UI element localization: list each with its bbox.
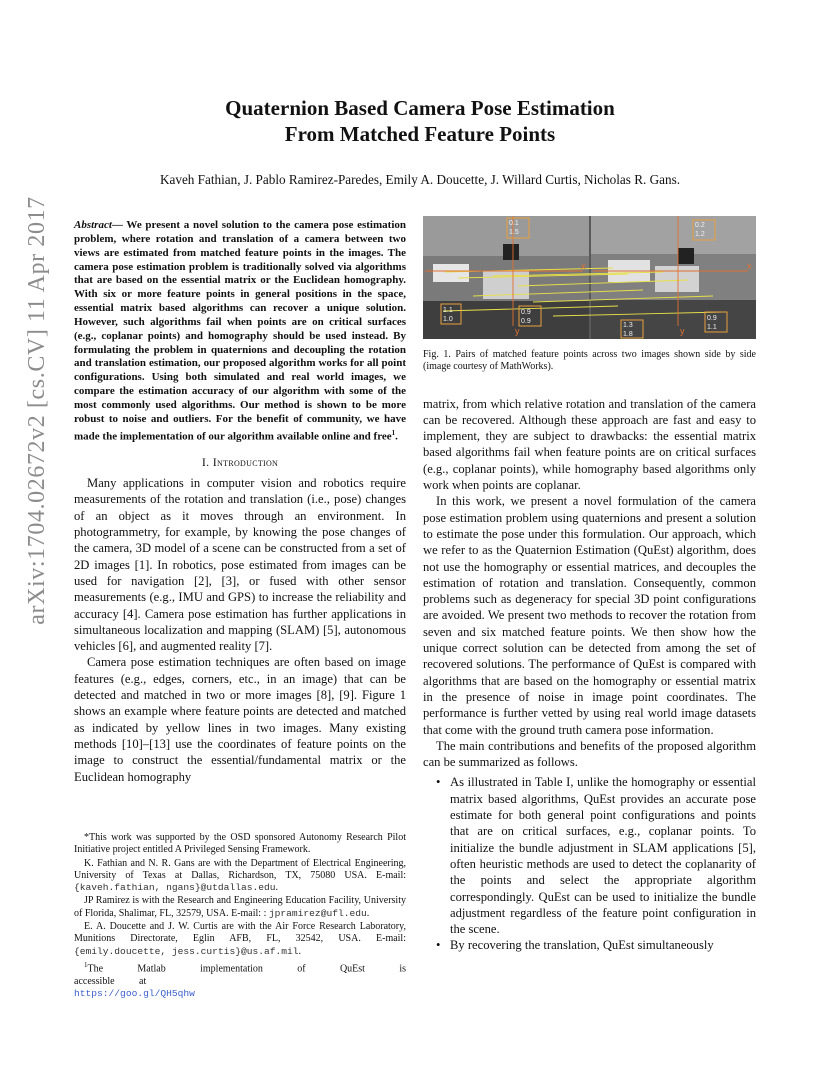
axis-y-left: y [515,326,520,336]
left-column [74,219,406,785]
footnote-fathian-text: K. Fathian and N. R. Gans are with the Department of Electrical Engineering, University of Texas at Dallas, Richardson, TX, 75080 USA. E-mail: [74,857,406,881]
footnote-fathian: K. Fathian and N. R. Gans are with the Department of Electrical Engineering, University of Texas at Dallas, Richardson, TX, 75080 USA. E-mail: {kaveh.fathian, ngans}@utdallas.edu. [74,857,406,894]
footnote-fathian-email: {kaveh.fathian, ngans}@utdallas.edu [74,882,276,894]
paper-title [100,95,740,147]
right-paragraph-2: In this work, we present a novel formulation of the camera pose estimation problem using quaternions and present a solution to estimate the pose under this formulation. Our approach, which we refer to as the Quaternion Estimation (QuEst) algorithm, does not use the homography or essential matrices, and decouples the estimation of rotation and translation. Consequently, common problems such as degeneracy for special 3D point configurations are avoided. We present two methods to recover the rotation from seven and six matched feature points. We then show how the unique correct solution can be detected from among the set of recovered solutions. The performance of QuEst is compared with algorithms that are based on the homography or essential matrix in the presence of noise in image point coordinates. The performance is further vetted by using real world image datasets that come with the ground truth camera pose information. [423,494,756,737]
abstract-footnote-mark: 1 [391,428,396,437]
section-number: I. [201,455,210,470]
label-bottom-mid-a: 1.3 [623,322,633,329]
author-list: Kaveh Fathian, J. Pablo Ramirez-Paredes, Emily A. Doucette, J. Willard Curtis, Nicholas R. Gans. [159,172,681,187]
footnote-1-text: The Matlab implementation of QuEst is accessible at [74,963,406,987]
arxiv-stamp [12,90,62,730]
label-left-side-b: 1.0 [443,316,453,323]
label-left-mid-a: 0.9 [521,309,531,316]
label-right-top-b: 1.2 [695,231,705,238]
footnote-1-mark: 1 [84,960,88,969]
matched-features-image [423,216,756,339]
label-left-top-a: 0.1 [509,220,519,227]
left-checkerboard [503,244,519,260]
section-heading-introduction [74,455,406,470]
footnote-doucette-text: E. A. Doucette and J. W. Curtis are with the Air Force Research Laboratory, Munitions Directorate, Eglin AFB, FL, 32542, USA. E-mail: [74,921,406,945]
footnote-support: *This work was supported by the OSD sponsored Autonomy Research Pilot Initiative project entitled A Privileged Sensing Framework. [74,832,406,856]
label-right-bot-b: 1.1 [707,324,717,331]
intro-paragraph-2: Camera pose estimation techniques are often based on image features (e.g., edges, corners, etc., in an image) that can be detected and matched in two or more images [8], [9]. Figure 1 shows an example where feature points are detected and matched as indicated by yellow lines in two images. Many existing methods [10]–[13] use the coordinates of feature points on the image to construct the essential/fundamental matrix or the Euclidean homography [74,655,406,784]
right-paragraph-3: The main contributions and benefits of the proposed algorithm can be summarized as follows. [423,738,756,770]
axis-y-right: y [680,326,685,336]
axis-x-right: x [747,261,752,271]
right-paragraph-1: matrix, from which relative rotation and translation of the camera can be recovered. Although these approach are fast and easy to implement, they are subject to drawbacks: the essential matrix based algorithms fail when feature points are on critical surfaces (e.g., coplanar points), while homography based algorithms only work when points are coplanar. [423,396,756,493]
footnote-ramirez: JP Ramirez is with the Research and Engineering Education Facility, University of Florida, Shalimar, FL, 32579, USA. E-mail: : jpramirez@ufl.edu. [74,895,406,919]
title-line-2: From Matched Feature Points [284,122,556,146]
right-column [423,216,756,954]
abstract-text: — We present a novel solution to the camera pose estimation problem, where rotation and translation of a camera between two views are estimated from matched feature points in the images. The camera pose estimation problem is traditionally solved via algorithms that are based on the essential matrix or the Euclidean homography. With six or more feature points in general positions in the space, essential matrix based algorithms can recover a unique solution. However, such algorithms fail when points are on critical surfaces (e.g., coplanar points) and homography should be used instead. By formulating the problem in quaternions and decoupling the rotation and translation estimation, our proposed algorithm works for all point configurations. Using both simulated and real world images, we compare the estimation accuracy of our algorithm with some of the most commonly used algorithms. Our method is shown to be more robust to noise and outliers. For the benefit of community, we have made the implementation of our algorithm available online and free [74,219,406,443]
footnote-1-link[interactable]: https://goo.gl/QH5qhw [74,987,195,999]
section-title: Introduction [212,455,279,470]
label-left-top-b: 1.5 [509,229,519,236]
abstract: Abstract— We present a novel solution to the camera pose estimation problem, where rotation and translation of a camera between two views are estimated from matched feature points in the images. The camera pose estimation problem is traditionally solved via algorithms that are based on the essential matrix or the Euclidean homography. With six or more feature points in general positions in the space, essential matrix based algorithms can recover a unique solution. However, such algorithms fail when points are on critical surfaces (e.g., coplanar points) and homography should be used instead. By formulating the problem in quaternions and decoupling the rotation and translation estimation, our proposed algorithm works for all point configurations. Using both simulated and real world images, we compare the estimation accuracy of our algorithm with some of the most commonly used algorithms. Our method is shown to be more robust to noise and outliers. For the benefit of community, we have made the implementation of our algorithm available online and free$^1$. [74,219,406,443]
arxiv-id: arXiv:1704.02672v2 [cs.CV] 11 Apr 2017 [23,195,50,625]
right-body [423,396,756,954]
label-left-side-a: 1.1 [443,307,453,314]
label-left-mid-b: 0.9 [521,318,531,325]
list-item: • By recovering the translation, QuEst simultaneously [423,937,756,953]
list-item: • As illustrated in Table I, unlike the homography or essential matrix based algorithms, QuEst provides an accurate pose estimate for both general point configurations and points that are on critical surfaces, e.g., coplanar points. To initialize the bundle adjustment in SLAM applications [5], often heuristic methods are used to detect the coplanarity of the points and select the appropriate algorithm correspondingly. QuEst can be used to initialize the bundle adjustment regardless of the feature point configuration in the scene. [423,774,756,937]
abstract-label: Abstract [74,219,112,231]
footnote-ramirez-text: JP Ramirez is with the Research and Engineering Education Facility, University of Florida, Shalimar, FL, 32579, USA. E-mail: : [74,895,406,919]
footnote-1 [74,959,406,1000]
footnotes [74,832,406,1001]
intro-paragraph-1: Many applications in computer vision and robotics require measurements of the rotation and translation (i.e., pose) changes of an object as it moves through an environment. In photogrammetry, for example, by knowing the pose changes of the camera, 3D model of a scene can be constructed from a set of 2D images [1]. In robotics, pose estimated from images can be used for navigation [2], [3], or fused with other sensor measurements (e.g., IMU and GPS) to increase the reliability and accuracy [4]. Camera pose estimation has further applications in simultaneous localization and mapping (SLAM) [5], autonomous vehicles [6], and augmented reality [7]. [74,476,406,654]
label-bottom-mid-b: 1.8 [623,331,633,338]
figure-1-image [423,216,756,339]
label-right-top-a: 0.2 [695,222,705,229]
label-right-bot-a: 0.9 [707,315,717,322]
footnote-doucette-email: {emily.doucette, jess.curtis}@us.af.mil [74,945,299,957]
footnote-ramirez-email: jpramirez@ufl.edu [268,907,367,919]
footnote-doucette: E. A. Doucette and J. W. Curtis are with the Air Force Research Laboratory, Munitions Directorate, Eglin AFB, FL, 32542, USA. E-mail: {emily.doucette, jess.curtis}@us.af.mil. [74,921,406,957]
right-checkerboard [678,248,694,264]
contributions-list [423,774,756,953]
figure-1-caption: Fig. 1. Pairs of matched feature points across two images shown side by side (image courtesy of MathWorks). [423,349,756,373]
axis-x-left: x [581,261,586,271]
right-wall [591,216,756,254]
intro-body [74,475,406,785]
title-line-1: Quaternion Based Camera Pose Estimation [225,96,615,120]
left-device [433,264,469,282]
right-box [655,266,699,292]
